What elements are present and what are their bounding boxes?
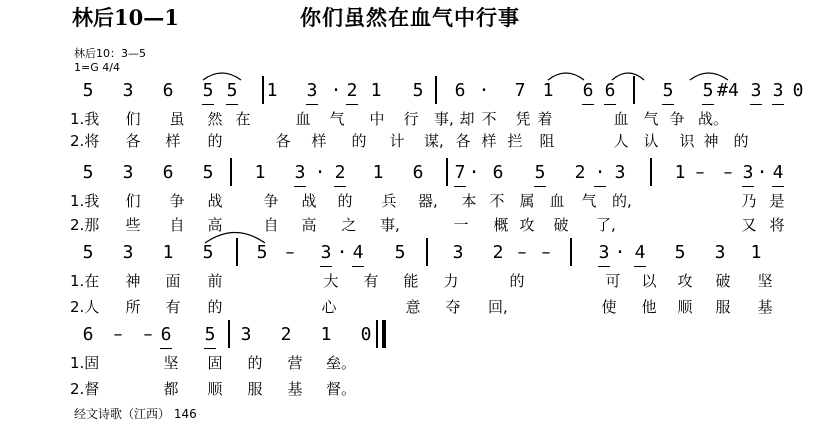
lyric-syllable: 血 — [613, 110, 629, 128]
lyric-syllable: 都 — [163, 380, 179, 398]
lyric-syllable: 2.将 — [70, 132, 100, 150]
note: 5 — [82, 162, 94, 183]
note: 5 — [225, 78, 239, 104]
lyric-syllable: 的 — [207, 132, 223, 150]
note: #4 — [717, 80, 739, 101]
lyric-syllable: 的 — [733, 132, 749, 150]
lyric-syllable: 大 — [323, 272, 339, 290]
note: 1 — [372, 162, 384, 183]
scripture-reference: 林后10：3—5 — [74, 47, 146, 60]
dot: · — [314, 162, 326, 183]
note: 6 — [412, 162, 424, 183]
lyric-syllable: 神 — [125, 272, 141, 290]
lyric-syllable: 坚 — [757, 272, 773, 290]
hold-dash: – — [285, 242, 295, 263]
note: 3 — [122, 80, 134, 101]
lyric-syllable: 乃 — [741, 192, 757, 210]
lyric-syllable: 心 — [321, 298, 337, 316]
note: 1 — [254, 162, 266, 183]
lyric-syllable: 以 — [641, 272, 657, 290]
note: 1 — [320, 324, 332, 345]
hold-dash: – — [143, 324, 153, 345]
note: 6 — [162, 162, 174, 183]
lyric-syllable: 兵 — [381, 192, 397, 210]
lyric-syllable: 计 — [389, 132, 405, 150]
lyric-syllable: 了, — [596, 216, 616, 234]
lyric-syllable: 一 — [453, 216, 469, 234]
dot: · — [478, 80, 490, 101]
lyric-syllable: 垒。 — [326, 354, 357, 372]
lyric-syllable: 1.在 — [70, 272, 100, 290]
lyric-syllable: 的 — [337, 192, 353, 210]
lyric-syllable: 神 — [703, 132, 719, 150]
lyric-syllable: 的, — [612, 192, 632, 210]
lyric-verse-1 — [0, 352, 836, 370]
lyric-syllable: 之 — [341, 216, 357, 234]
note: 6 — [492, 162, 504, 183]
lyric-syllable: 营 — [287, 354, 303, 372]
hold-dash: – — [113, 324, 123, 345]
lyric-syllable: 固 — [207, 354, 223, 372]
lyric-syllable: 攻 — [677, 272, 693, 290]
final-barline — [382, 320, 386, 348]
lyric-syllable: 使 — [601, 298, 617, 316]
lyric-syllable: 争 — [169, 192, 185, 210]
lyric-syllable: 们 — [125, 110, 141, 128]
note: 4 — [633, 240, 647, 266]
lyric-syllable: 血 — [295, 110, 311, 128]
lyric-syllable: 高 — [207, 216, 223, 234]
lyric-syllable: 自 — [169, 216, 185, 234]
note: 6 — [162, 80, 174, 101]
note: 5 — [701, 78, 715, 104]
lyric-syllable: 各 — [275, 132, 291, 150]
lyric-verse-2 — [0, 378, 836, 396]
barline — [633, 76, 635, 104]
lyric-syllable: 凭 — [515, 110, 531, 128]
note: 1 — [370, 80, 382, 101]
note: 3 — [714, 242, 726, 263]
lyric-syllable: 服 — [715, 298, 731, 316]
lyric-syllable: 不 — [489, 192, 505, 210]
note: 2 — [574, 162, 586, 183]
note: 3 — [293, 160, 307, 186]
lyric-syllable: 样 — [311, 132, 327, 150]
lyric-syllable: 事, — [434, 110, 454, 128]
key-signature: 1=G 4/4 — [74, 61, 120, 74]
lyric-syllable: 然 — [207, 110, 223, 128]
lyric-syllable: 意 — [405, 298, 421, 316]
lyric-syllable: 人 — [613, 132, 629, 150]
lyric-syllable: 样 — [481, 132, 497, 150]
note: 4 — [351, 240, 365, 266]
lyric-verse-1 — [0, 108, 836, 126]
dot: · — [336, 242, 348, 263]
dot: · — [614, 242, 626, 263]
lyric-syllable: 能 — [403, 272, 419, 290]
lyric-syllable: 认 — [643, 132, 659, 150]
note: 7 — [514, 80, 526, 101]
lyric-syllable: 谋, — [424, 132, 444, 150]
song-code: 林后10—1 — [72, 5, 179, 30]
lyric-syllable: 1.固 — [70, 354, 100, 372]
lyric-syllable: 基 — [757, 298, 773, 316]
lyric-syllable: 他 — [641, 298, 657, 316]
dot: · — [593, 160, 607, 186]
note: 3 — [771, 78, 785, 104]
note: 6 — [82, 324, 94, 345]
lyric-syllable: 将 — [769, 216, 785, 234]
note: 1 — [542, 80, 554, 101]
lyric-syllable: 血 — [549, 192, 565, 210]
hold-dash: – — [541, 242, 551, 263]
lyric-syllable: 督。 — [326, 380, 357, 398]
note: 1 — [750, 242, 762, 263]
note: 2 — [333, 160, 347, 186]
note: 1 — [162, 242, 174, 263]
lyric-syllable: 1.我 — [70, 192, 100, 210]
note: 3 — [305, 78, 319, 104]
lyric-syllable: 基 — [287, 380, 303, 398]
lyric-syllable: 气 — [329, 110, 345, 128]
lyric-verse-1 — [0, 190, 836, 208]
hold-dash: – — [723, 162, 733, 183]
lyric-syllable: 各 — [455, 132, 471, 150]
barline — [228, 320, 230, 348]
lyric-syllable: 拦 — [507, 132, 523, 150]
lyric-syllable: 自 — [263, 216, 279, 234]
lyric-syllable: 2.那 — [70, 216, 100, 234]
lyric-syllable: 夺 — [445, 298, 461, 316]
lyric-syllable: 样 — [165, 132, 181, 150]
lyric-syllable: 气 — [581, 192, 597, 210]
note: 2 — [492, 242, 504, 263]
note: 2 — [345, 78, 359, 104]
lyric-syllable: 战 — [301, 192, 317, 210]
lyric-syllable: 破 — [553, 216, 569, 234]
note: 7 — [453, 160, 467, 186]
note: 3 — [122, 162, 134, 183]
note: 5 — [661, 78, 675, 104]
note: 6 — [581, 78, 595, 104]
lyric-syllable: 器, — [418, 192, 438, 210]
hold-dash: – — [695, 162, 705, 183]
lyric-syllable: 气 — [643, 110, 659, 128]
barline — [230, 158, 232, 186]
barline — [570, 238, 572, 266]
lyric-syllable: 2.督 — [70, 380, 100, 398]
lyric-verse-2 — [0, 214, 836, 232]
barline — [650, 158, 652, 186]
lyric-syllable: 坚 — [163, 354, 179, 372]
note: 5 — [82, 80, 94, 101]
lyric-syllable: 争 — [263, 192, 279, 210]
note: 6 — [454, 80, 466, 101]
lyric-syllable: 可 — [605, 272, 621, 290]
lyric-syllable: 的 — [207, 298, 223, 316]
lyric-syllable: 们 — [125, 192, 141, 210]
song-title: 你们虽然在血气中行事 — [300, 5, 520, 30]
note: 0 — [360, 324, 372, 345]
lyric-syllable: 前 — [207, 272, 223, 290]
lyric-syllable: 虽 — [169, 110, 185, 128]
barline — [262, 76, 264, 104]
note: 5 — [202, 242, 214, 263]
lyric-syllable: 破 — [715, 272, 731, 290]
note: 4 — [771, 160, 785, 186]
note: 0 — [792, 80, 804, 101]
note: 5 — [203, 322, 217, 348]
lyric-syllable: 概 — [493, 216, 509, 234]
lyric-syllable: 些 — [125, 216, 141, 234]
note: 5 — [256, 242, 268, 263]
lyric-syllable: 却 — [459, 110, 475, 128]
lyric-syllable: 是 — [769, 192, 785, 210]
barline — [236, 238, 238, 266]
note: 3 — [452, 242, 464, 263]
barline — [435, 76, 437, 104]
note: 6 — [603, 78, 617, 104]
barline — [446, 158, 448, 186]
lyric-syllable: 战。 — [698, 110, 729, 128]
lyric-syllable: 属 — [519, 192, 535, 210]
dot: · — [330, 80, 342, 101]
lyric-syllable: 着 — [537, 110, 553, 128]
note: 3 — [319, 240, 333, 266]
lyric-syllable: 所 — [125, 298, 141, 316]
note: 1 — [674, 162, 686, 183]
notation-line — [0, 160, 836, 188]
lyric-syllable: 有 — [165, 298, 181, 316]
lyric-syllable: 顺 — [207, 380, 223, 398]
note: 5 — [82, 242, 94, 263]
lyric-verse-2 — [0, 130, 836, 148]
note: 3 — [749, 78, 763, 104]
note: 5 — [201, 78, 215, 104]
notation-line — [0, 322, 836, 350]
note: 6 — [159, 322, 173, 348]
lyric-syllable: 2.人 — [70, 298, 100, 316]
note: 5 — [202, 162, 214, 183]
lyric-verse-1 — [0, 270, 836, 288]
lyric-syllable: 战 — [207, 192, 223, 210]
lyric-syllable: 1.我 — [70, 110, 100, 128]
lyric-syllable: 事, — [380, 216, 400, 234]
hold-dash: – — [517, 242, 527, 263]
lyric-syllable: 在 — [235, 110, 251, 128]
barline — [426, 238, 428, 266]
lyric-syllable: 顺 — [677, 298, 693, 316]
notation-line — [0, 240, 836, 268]
note: 1 — [266, 80, 278, 101]
lyric-syllable: 阻 — [539, 132, 555, 150]
note: 3 — [122, 242, 134, 263]
note: 3 — [741, 160, 755, 186]
note: 3 — [614, 162, 626, 183]
lyric-syllable: 争 — [669, 110, 685, 128]
lyric-verse-2 — [0, 296, 836, 314]
note: 5 — [412, 80, 424, 101]
source-note: 经文诗歌（江西） 146 — [74, 407, 197, 421]
lyric-syllable: 力 — [443, 272, 459, 290]
lyric-syllable: 的 — [351, 132, 367, 150]
note: 3 — [240, 324, 252, 345]
lyric-syllable: 攻 — [519, 216, 535, 234]
lyric-syllable: 有 — [363, 272, 379, 290]
lyric-syllable: 行 — [403, 110, 419, 128]
notation-line — [0, 78, 836, 106]
final-barline-thin — [376, 320, 378, 348]
lyric-syllable: 高 — [301, 216, 317, 234]
lyric-syllable: 面 — [165, 272, 181, 290]
lyric-syllable: 又 — [741, 216, 757, 234]
lyric-syllable: 识 — [679, 132, 695, 150]
lyric-syllable: 本 — [461, 192, 477, 210]
dot: · — [756, 162, 768, 183]
lyric-syllable: 中 — [369, 110, 385, 128]
lyric-syllable: 各 — [125, 132, 141, 150]
lyric-syllable: 服 — [247, 380, 263, 398]
lyric-syllable: 不 — [481, 110, 497, 128]
note: 2 — [280, 324, 292, 345]
dot: · — [468, 162, 480, 183]
note: 5 — [394, 242, 406, 263]
note: 5 — [674, 242, 686, 263]
note: 5 — [533, 160, 547, 186]
lyric-syllable: 回, — [488, 298, 508, 316]
lyric-syllable: 的 — [509, 272, 525, 290]
note: 3 — [597, 240, 611, 266]
lyric-syllable: 的 — [247, 354, 263, 372]
